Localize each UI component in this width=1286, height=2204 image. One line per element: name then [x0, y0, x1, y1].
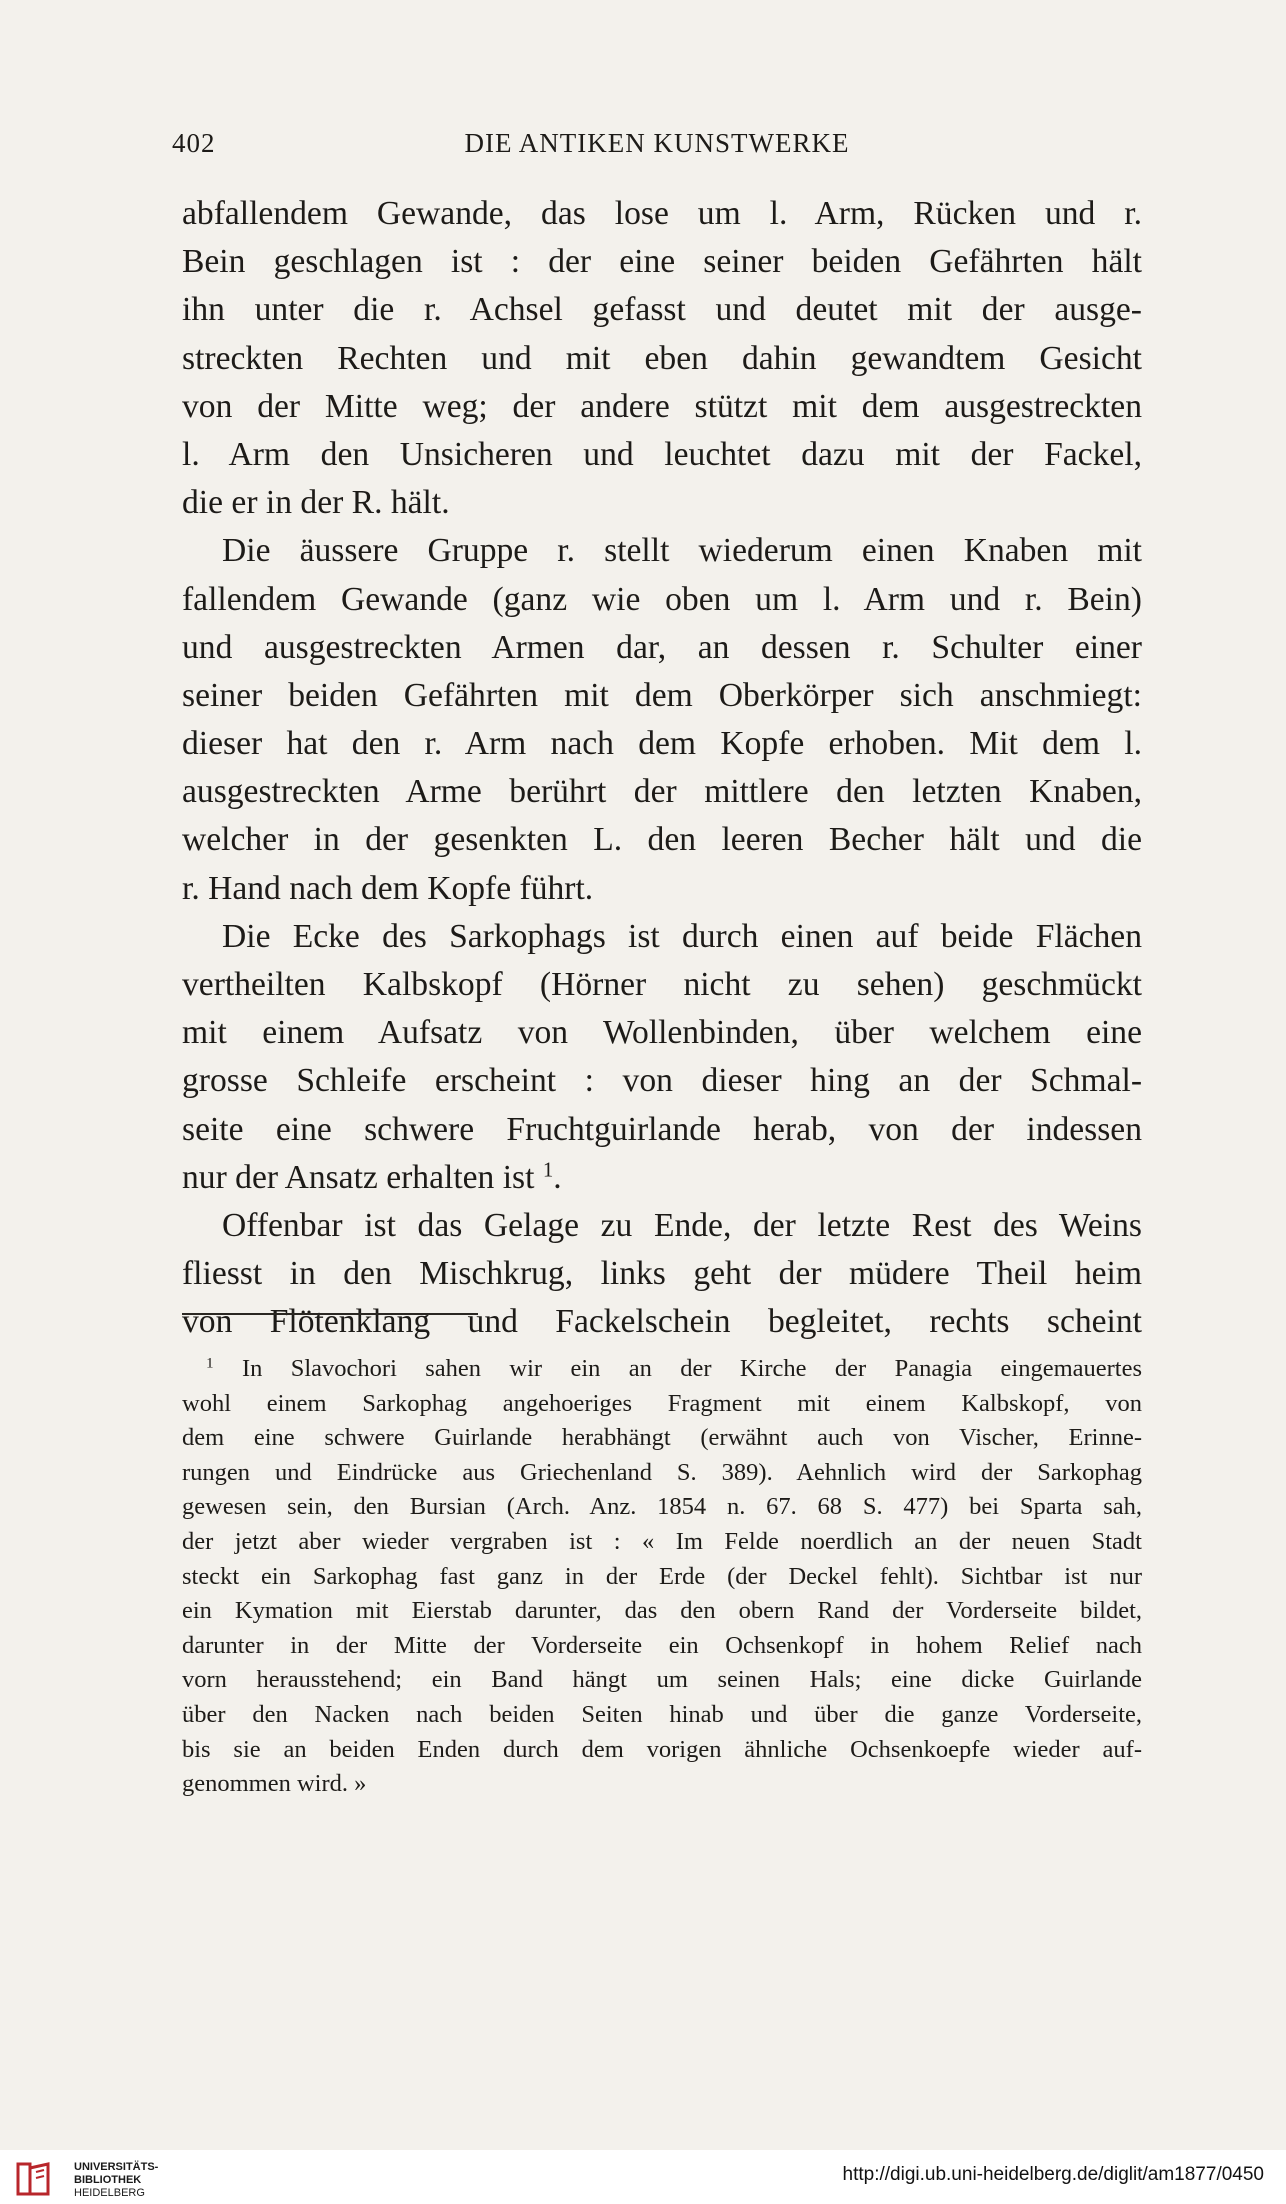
footnote-line: steckt ein Sarkophag fast ganz in der Erde (der Deckel fehlt). Sichtbar ist nur [182, 1562, 1142, 1590]
text-line: ihn unter die r. Achsel gefasst und deutet mit der ausge- [182, 291, 1142, 329]
logo-text-line: UNIVERSITÄTS- [74, 2161, 159, 2173]
footnote-line: genommen wird. » [182, 1770, 367, 1798]
text-line: Bein geschlagen ist : der eine seiner beiden Gefährten hält [182, 243, 1142, 281]
footnote-marker: 1 [206, 1354, 214, 1372]
text-line: fallendem Gewande (ganz wie oben um l. Arm und r. Bein) [182, 580, 1142, 618]
text-line: ausgestreckten Arme berührt der mittlere den letzten Knaben, [182, 773, 1142, 811]
text-line: welcher in der gesenkten L. den leeren Becher hält und die [182, 821, 1142, 859]
text-line: fliesst in den Mischkrug, links geht der müdere Theil heim [182, 1255, 1142, 1293]
library-logo[interactable] [14, 2160, 164, 2200]
footnote-line [182, 1352, 1142, 1387]
footnote-line: dem eine schwere Guirlande herabhängt (erwähnt auch von Vischer, Erinne- [182, 1424, 1142, 1452]
text-line: die er in der R. hält. [182, 484, 450, 522]
text-fragment: nur der Ansatz erhalten ist [182, 1158, 535, 1196]
text-line: Offenbar ist das Gelage zu Ende, der letzte Rest des Weins [222, 1206, 1142, 1244]
text-line: r. Hand nach dem Kopfe führt. [182, 869, 594, 907]
text-line: seiner beiden Gefährten mit dem Oberkörper sich anschmiegt: [182, 676, 1142, 714]
footnote-line: ein Kymation mit Eierstab darunter, das den obern Rand der Vorderseite bildet, [182, 1597, 1142, 1625]
main-text [182, 190, 1142, 1347]
logo-text-line: BIBLIOTHEK [74, 2174, 142, 2186]
source-url[interactable]: http://digi.ub.uni-heidelberg.de/diglit/am1877/0450 [842, 2164, 1264, 2185]
text-line: grosse Schleife erscheint : von dieser hing an der Schmal- [182, 1062, 1142, 1100]
text-line: l. Arm den Unsicheren und leuchtet dazu mit der Fackel, [182, 435, 1142, 473]
text-line: mit einem Aufsatz von Wollenbinden, über welchem eine [182, 1014, 1142, 1052]
text-line: Die Ecke des Sarkophags ist durch einen auf beide Flächen [222, 917, 1142, 955]
text-fragment: . [553, 1158, 562, 1196]
footnote-line: darunter in der Mitte der Vorderseite ein Ochsenkopf in hohem Relief nach [182, 1631, 1142, 1659]
footnote-line: wohl einem Sarkophag angehoeriges Fragment mit einem Kalbskopf, von [182, 1389, 1142, 1417]
footnote-line: gewesen sein, den Bursian (Arch. Anz. 1854 n. 67. 68 S. 477) bei Sparta sah, [182, 1493, 1142, 1521]
footnote-line: rungen und Eindrücke aus Griechenland S. 389). Aehnlich wird der Sarkophag [182, 1458, 1142, 1486]
text-line: abfallendem Gewande, das lose um l. Arm, Rücken und r. [182, 195, 1142, 232]
footnote-line: der jetzt aber wieder vergraben ist : « Im Felde noerdlich an der neuen Stadt [182, 1527, 1142, 1555]
running-title: DIE ANTIKEN KUNSTWERKE [464, 128, 850, 158]
footnote-divider [182, 1313, 478, 1315]
page-header [172, 128, 1142, 168]
library-emblem-icon [14, 2160, 66, 2200]
text-line-with-footnote-ref [182, 1154, 1142, 1202]
text-line: seite eine schwere Fruchtguirlande herab, von der indessen [182, 1110, 1142, 1148]
text-line: streckten Rechten und mit eben dahin gewandtem Gesicht [182, 339, 1142, 377]
text-line: dieser hat den r. Arm nach dem Kopfe erhoben. Mit dem l. [182, 725, 1142, 763]
footnote-line: bis sie an beiden Enden durch dem vorigen ähnliche Ochsenkoepfe wieder auf- [182, 1735, 1142, 1763]
footnote-line: vorn herausstehend; ein Band hängt um seinen Hals; eine dicke Guirlande [182, 1666, 1142, 1694]
text-line: vertheilten Kalbskopf (Hörner nicht zu sehen) geschmückt [182, 966, 1142, 1003]
text-line: Die äussere Gruppe r. stellt wiederum einen Knaben mit [222, 532, 1142, 570]
text-line: von der Mitte weg; der andere stützt mit dem ausgestreckten [182, 387, 1142, 425]
footnote-line: über den Nacken nach beiden Seiten hinab und über die ganze Vorderseite, [182, 1700, 1142, 1728]
footnote [182, 1352, 1142, 1802]
logo-text-line: HEIDELBERG [74, 2187, 145, 2199]
text-fragment: In Slavochori sahen wir ein an der Kirche der Panagia eingemauertes [241, 1355, 1142, 1382]
footnote-reference: 1 [542, 1157, 554, 1182]
page-number: 402 [172, 128, 216, 158]
text-line: von Flötenklang und Fackelschein begleitet, rechts scheint [182, 1303, 1142, 1341]
text-line: und ausgestreckten Armen dar, an dessen r. Schulter einer [182, 628, 1142, 666]
